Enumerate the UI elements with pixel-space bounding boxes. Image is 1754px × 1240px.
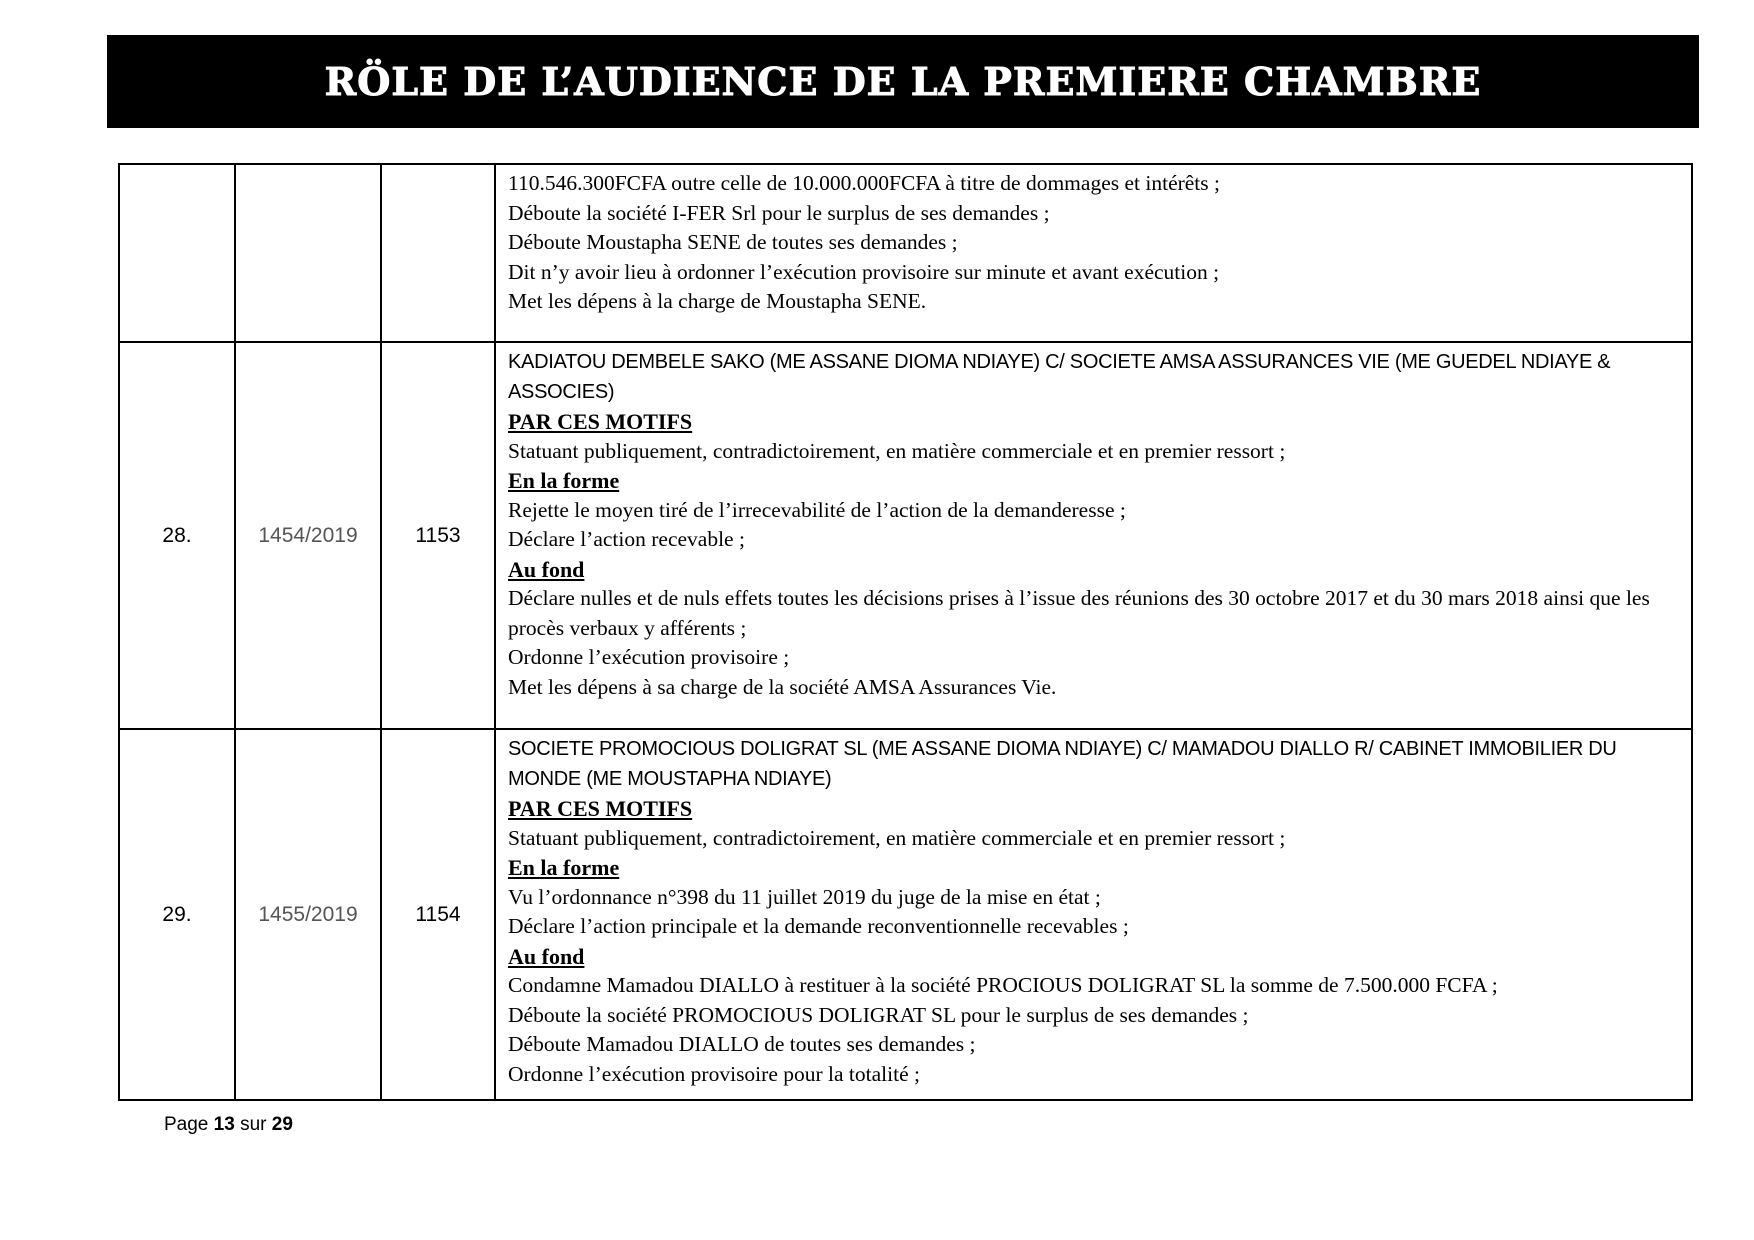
section-heading: PAR CES MOTIFS xyxy=(508,409,693,434)
table-row xyxy=(119,729,1692,1100)
page-indicator xyxy=(164,1114,293,1136)
section-heading: En la forme xyxy=(508,855,620,880)
row-number xyxy=(119,164,235,342)
section-heading: Au fond xyxy=(508,556,585,582)
repertoire-number: 1154 xyxy=(381,729,495,1100)
page-total: 29 xyxy=(271,1114,293,1135)
decision-line: Déboute la société PROMOCIOUS DOLIGRAT SL pour le surplus de ses demandes ; xyxy=(508,1002,1249,1027)
header-banner xyxy=(107,35,1699,128)
decision-line: Déboute la société I-FER Srl pour le surplus de ses demandes ; xyxy=(508,200,1050,225)
decision-line: Statuant publiquement, contradictoirement, en matière commerciale et en premier ressort ; xyxy=(508,825,1286,850)
hearing-roll-table xyxy=(118,163,1693,1101)
page-label: Page xyxy=(164,1114,209,1135)
section-heading: Au fond xyxy=(508,943,585,969)
decision-line: 110.546.300FCFA outre celle de 10.000.000FCFA à titre de dommages et intérêts ; xyxy=(508,171,1220,195)
case-number xyxy=(235,164,381,342)
decision-line: Vu l’ordonnance n°398 du 11 juillet 2019 du juge de la mise en état ; xyxy=(508,884,1101,909)
table-row xyxy=(119,342,1692,729)
page-separator: sur xyxy=(240,1114,267,1135)
section-heading: En la forme xyxy=(508,468,620,493)
decision-line: Ordonne l’exécution provisoire ; xyxy=(508,645,790,669)
decision-line: Déclare l’action recevable ; xyxy=(508,527,745,551)
decision-line: Statuant publiquement, contradictoirement, en matière commerciale et en premier ressort ; xyxy=(508,438,1286,463)
case-number: 1455/2019 xyxy=(235,729,381,1100)
repertoire-number: 1153 xyxy=(381,342,495,729)
decision-line: Ordonne l’exécution provisoire pour la totalité ; xyxy=(508,1061,920,1086)
section-heading: PAR CES MOTIFS xyxy=(508,796,693,821)
decision-line: Condamne Mamadou DIALLO à restituer à la société PROCIOUS DOLIGRAT SL la somme de 7.500.000 FCFA ; xyxy=(508,973,1498,997)
decision-text xyxy=(495,342,1692,729)
row-number: 29. xyxy=(119,729,235,1100)
decision-line: Rejette le moyen tiré de l’irrecevabilité de l’action de la demanderesse ; xyxy=(508,497,1126,522)
decision-text xyxy=(495,729,1692,1100)
row-number: 28. xyxy=(119,342,235,729)
decision-line: Met les dépens à la charge de Moustapha SENE. xyxy=(508,289,927,313)
decision-line: Met les dépens à sa charge de la société AMSA Assurances Vie. xyxy=(508,674,1057,699)
case-parties: SOCIETE PROMOCIOUS DOLIGRAT SL (ME ASSANE DIOMA NDIAYE) C/ MAMADOU DIALLO R/ CABINET IMMOBILIER DU MONDE (ME MOUSTAPHA NDIAYE) xyxy=(508,738,1617,790)
case-parties: KADIATOU DEMBELE SAKO (ME ASSANE DIOMA NDIAYE) C/ SOCIETE AMSA ASSURANCES VIE (ME GUEDEL NDIAYE & ASSOCIES) xyxy=(508,351,1611,403)
repertoire-number xyxy=(381,164,495,342)
decision-line: Déclare l’action principale et la demande reconventionnelle recevables ; xyxy=(508,914,1129,938)
case-number: 1454/2019 xyxy=(235,342,381,729)
table-row xyxy=(119,164,1692,342)
decision-line: Déclare nulles et de nuls effets toutes les décisions prises à l’issue des réunions des 30 octobre 2017 et du 30 mars 2018 ainsi que les procès verbaux y afférents ; xyxy=(508,586,1650,640)
decision-line: Déboute Moustapha SENE de toutes ses demandes ; xyxy=(508,230,958,254)
decision-line: Dit n’y avoir lieu à ordonner l’exécution provisoire sur minute et avant exécution ; xyxy=(508,259,1220,284)
decision-line: Déboute Mamadou DIALLO de toutes ses demandes ; xyxy=(508,1032,976,1056)
page-current: 13 xyxy=(213,1114,235,1135)
decision-text xyxy=(495,164,1692,342)
page-title: RÖLE DE L’AUDIENCE DE LA PREMIERE CHAMBRE xyxy=(324,59,1482,104)
